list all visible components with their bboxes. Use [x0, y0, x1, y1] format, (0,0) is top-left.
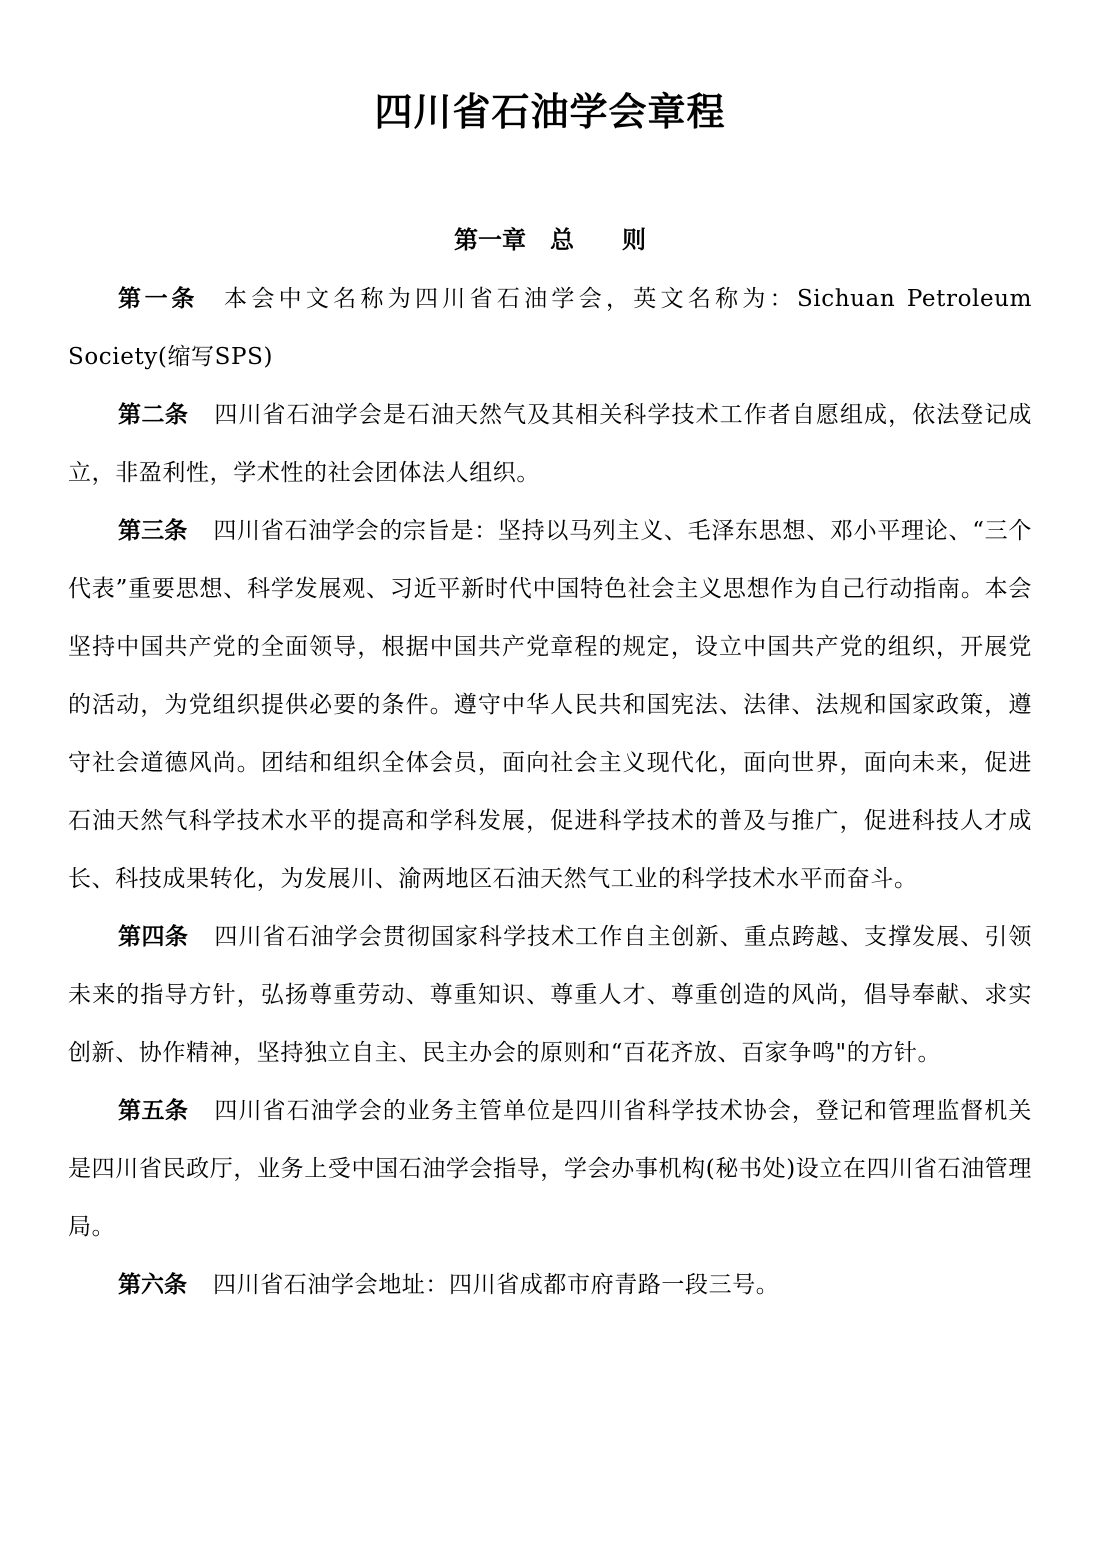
chapter-heading: 第一章 总 则 — [454, 226, 646, 254]
article-5 — [68, 1082, 1032, 1256]
article-3 — [68, 502, 1032, 908]
article-label: 第六条 — [118, 1272, 187, 1298]
article-label: 第一条 — [118, 286, 199, 312]
article-6 — [68, 1256, 1032, 1314]
article-text: 四川省石油学会的宗旨是：坚持以马列主义、毛泽东思想、邓小平理论、“三个代表”重要思想、科学发展观、习近平新时代中国特色社会主义思想作为自己行动指南。本会坚持中国共产党的全面领导，根据中国共产党章程的规定，设立中国共产党的组织，开展党的活动，为党组织提供必要的条件。遵守中华人民共和国宪法、法律、法规和国家政策，遵守社会道德风尚。团结和组织全体会员，面向社会主义现代化，面向世界，面向未来，促进石油天然气科学技术水平的提高和学科发展，促进科学技术的普及与推广，促进科技人才成长、科技成果转化，为发展川、渝两地区石油天然气工业的科学技术水平而奋斗。 — [68, 518, 1032, 892]
article-4 — [68, 908, 1032, 1082]
article-label: 第四条 — [118, 924, 189, 950]
article-label: 第五条 — [118, 1098, 189, 1124]
article-2 — [68, 386, 1032, 502]
article-text: 四川省石油学会的业务主管单位是四川省科学技术协会，登记和管理监督机关是四川省民政厅，业务上受中国石油学会指导，学会办事机构(秘书处)设立在四川省石油管理局。 — [68, 1098, 1033, 1240]
article-text: 四川省石油学会地址：四川省成都市府青路一段三号。 — [213, 1272, 780, 1298]
article-text: 四川省石油学会贯彻国家科学技术工作自主创新、重点跨越、支撑发展、引领未来的指导方针，弘扬尊重劳动、尊重知识、尊重人才、尊重创造的风尚，倡导奉献、求实创新、协作精神，坚持独立自主、民主办会的原则和“百花齐放、百家争鸣"的方针。 — [68, 924, 1033, 1066]
article-text: 四川省石油学会是石油天然气及其相关科学技术工作者自愿组成，依法登记成立，非盈利性，学术性的社会团体法人组织。 — [68, 402, 1033, 486]
article-label: 第三条 — [118, 518, 188, 544]
article-1 — [68, 270, 1032, 386]
article-label: 第二条 — [118, 402, 189, 428]
article-list — [68, 270, 1032, 1314]
article-text: 本会中文名称为四川省石油学会，英文名称为：Sichuan Petroleum Society(缩写SPS) — [68, 286, 1033, 370]
document-title: 四川省石油学会章程 — [374, 90, 726, 134]
